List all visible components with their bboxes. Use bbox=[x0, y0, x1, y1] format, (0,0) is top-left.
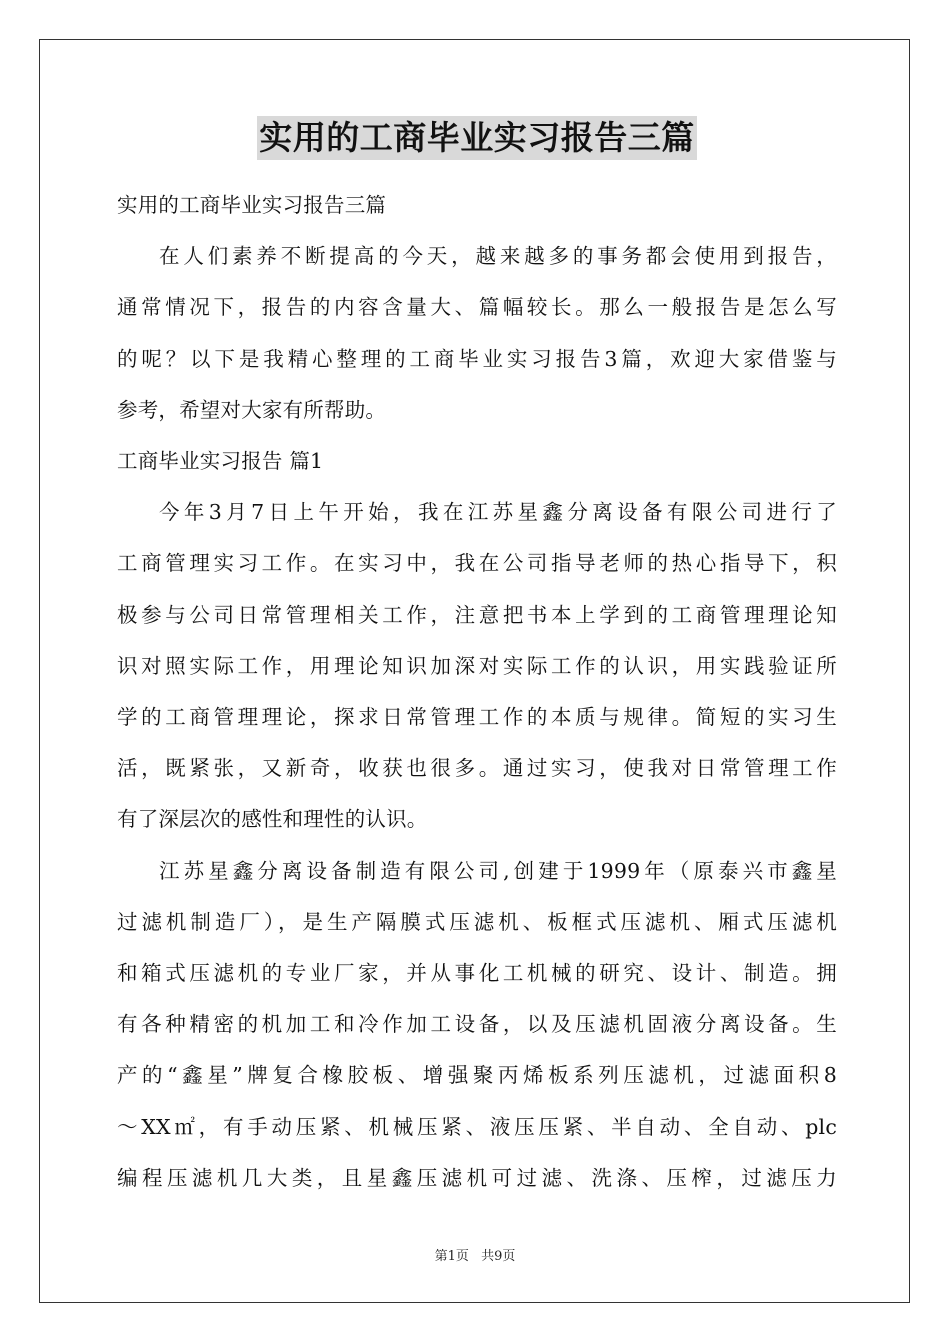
text-line: 江苏星鑫分离设备制造有限公司,创建于1999年（原泰兴市鑫星 bbox=[159, 858, 837, 883]
text-line: 工商管理实习工作。在实习中，我在公司指导老师的热心指导下，积 bbox=[117, 551, 837, 576]
text-line: 产的“鑫星”牌复合橡胶板、增强聚丙烯板系列压滤机，过滤面积8 bbox=[117, 1063, 837, 1088]
title-wrap bbox=[117, 116, 837, 180]
document-body bbox=[117, 116, 837, 1204]
text-line: 有各种精密的机加工和冷作加工设备，以及压滤机固液分离设备。生 bbox=[117, 1012, 837, 1037]
page-number: 第1页 bbox=[434, 1249, 469, 1264]
text-line: 学的工商管理理论，探求日常管理工作的本质与规律。简短的实习生 bbox=[117, 705, 837, 730]
document-title: 实用的工商毕业实习报告三篇 bbox=[257, 116, 697, 160]
text-line: ～XX㎡，有手动压紧、机械压紧、液压压紧、半自动、全自动、plc bbox=[117, 1114, 837, 1139]
text-line: 编程压滤机几大类，且星鑫压滤机可过滤、洗涤、压榨，过滤压力 bbox=[117, 1165, 837, 1190]
document-subtitle: 实用的工商毕业实习报告三篇 bbox=[117, 193, 387, 217]
page-footer bbox=[0, 1245, 950, 1264]
text-line: 有了深层次的感性和理性的认识。 bbox=[117, 807, 428, 832]
page-total: 共9页 bbox=[481, 1249, 516, 1264]
text-line: 过滤机制造厂），是生产隔膜式压滤机、板框式压滤机、厢式压滤机 bbox=[117, 909, 837, 934]
text-line: 通常情况下，报告的内容含量大、篇幅较长。那么一般报告是怎么写 bbox=[117, 295, 837, 320]
text-line: 参考，希望对大家有所帮助。 bbox=[117, 397, 387, 422]
text-line: 识对照实际工作，用理论知识加深对实际工作的认识，用实践验证所 bbox=[117, 653, 837, 678]
text-line: 今年3月7日上午开始，我在江苏星鑫分离设备有限公司进行了 bbox=[159, 500, 837, 525]
text-line: 工商毕业实习报告 篇1 bbox=[117, 449, 324, 474]
text-line: 极参与公司日常管理相关工作，注意把书本上学到的工商管理理论知 bbox=[117, 602, 837, 627]
text-line: 在人们素养不断提高的今天，越来越多的事务都会使用到报告， bbox=[159, 244, 837, 269]
text-line: 的呢？以下是我精心整理的工商毕业实习报告3篇，欢迎大家借鉴与 bbox=[117, 346, 837, 371]
text-line: 活，既紧张，又新奇，收获也很多。通过实习，使我对日常管理工作 bbox=[117, 756, 837, 781]
document-text bbox=[117, 231, 837, 1204]
text-line: 和箱式压滤机的专业厂家，并从事化工机械的研究、设计、制造。拥 bbox=[117, 961, 837, 986]
